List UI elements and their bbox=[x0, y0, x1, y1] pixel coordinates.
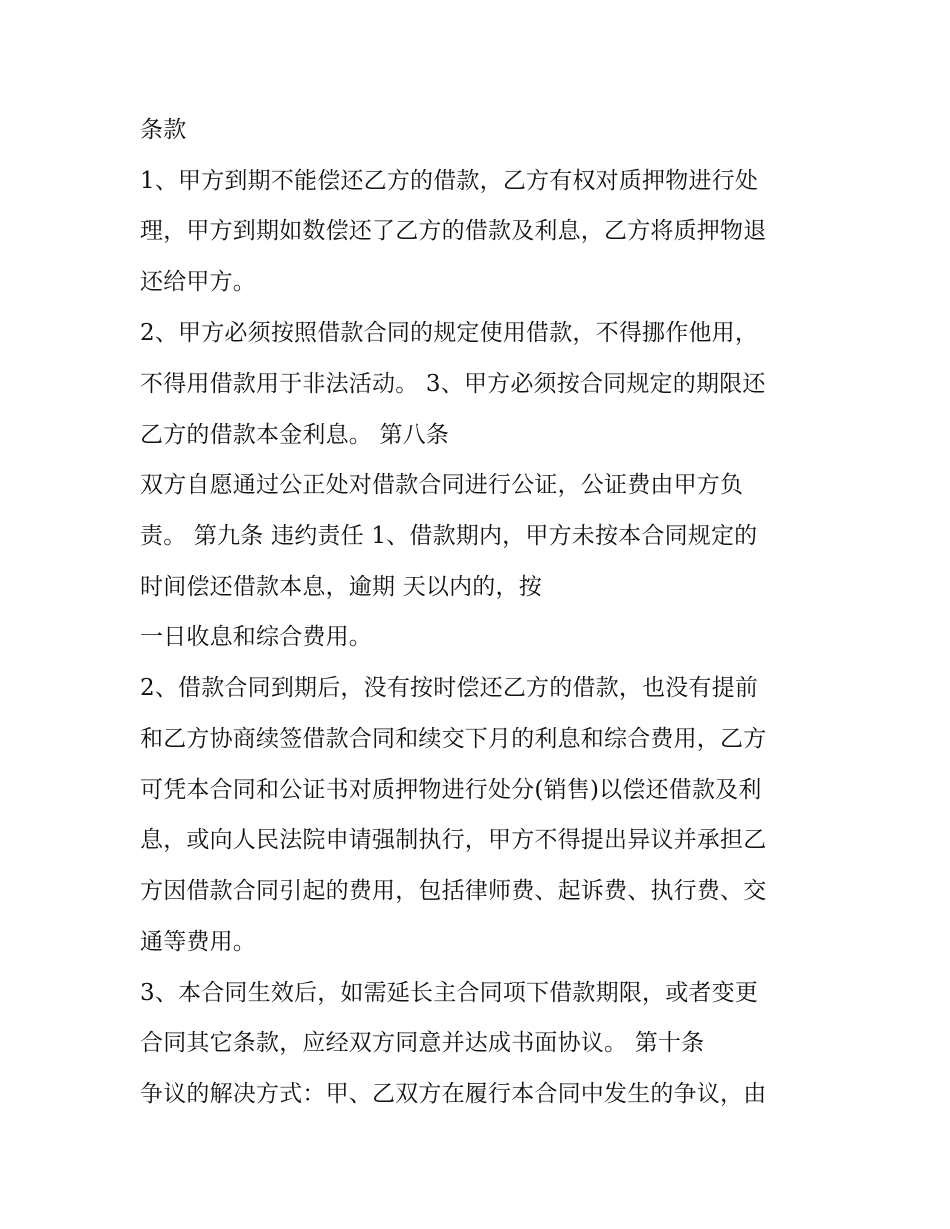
text-line: 3、本合同生效后，如需延长主合同项下借款期限，或者变更 bbox=[140, 980, 759, 1006]
text-line: 争议的解决方式：甲、乙双方在履行本合同中发生的争议，由 bbox=[140, 1081, 767, 1107]
text-line: 可凭本合同和公证书对质押物进行处分(销售)以偿还借款及利 bbox=[140, 777, 762, 803]
text-line: 乙方的借款本金利息。 第八条 bbox=[140, 422, 450, 448]
text-line: 责。 第九条 违约责任 1、借款期内，甲方未按本合同规定的 bbox=[140, 523, 758, 549]
text-line: 合同其它条款，应经双方同意并达成书面协议。 第十条 bbox=[140, 1030, 705, 1056]
text-line: 2、借款合同到期后，没有按时偿还乙方的借款，也没有提前 bbox=[140, 675, 759, 701]
text-line: 通等费用。 bbox=[140, 929, 256, 955]
text-line: 2、甲方必须按照借款合同的规定使用借款，不得挪作他用， bbox=[140, 320, 759, 346]
text-line: 1、甲方到期不能偿还乙方的借款，乙方有权对质押物进行处 bbox=[140, 168, 759, 194]
text-line: 还给甲方。 bbox=[140, 269, 256, 295]
text-line: 时间偿还借款本息，逾期 天以内的，按 bbox=[140, 574, 542, 600]
text-line: 理，甲方到期如数偿还了乙方的借款及利息，乙方将质押物退 bbox=[140, 218, 767, 244]
text-line: 方因借款合同引起的费用，包括律师费、起诉费、执行费、交 bbox=[140, 878, 767, 904]
text-line: 条款 bbox=[140, 117, 187, 143]
text-line: 一日收息和综合费用。 bbox=[140, 624, 372, 650]
text-line: 和乙方协商续签借款合同和续交下月的利息和综合费用，乙方 bbox=[140, 726, 767, 752]
text-line: 双方自愿通过公正处对借款合同进行公证，公证费由甲方负 bbox=[140, 472, 744, 498]
text-line: 息，或向人民法院申请强制执行，甲方不得提出异议并承担乙 bbox=[140, 827, 767, 853]
text-line: 不得用借款用于非法活动。 3、甲方必须按合同规定的期限还 bbox=[140, 371, 766, 397]
